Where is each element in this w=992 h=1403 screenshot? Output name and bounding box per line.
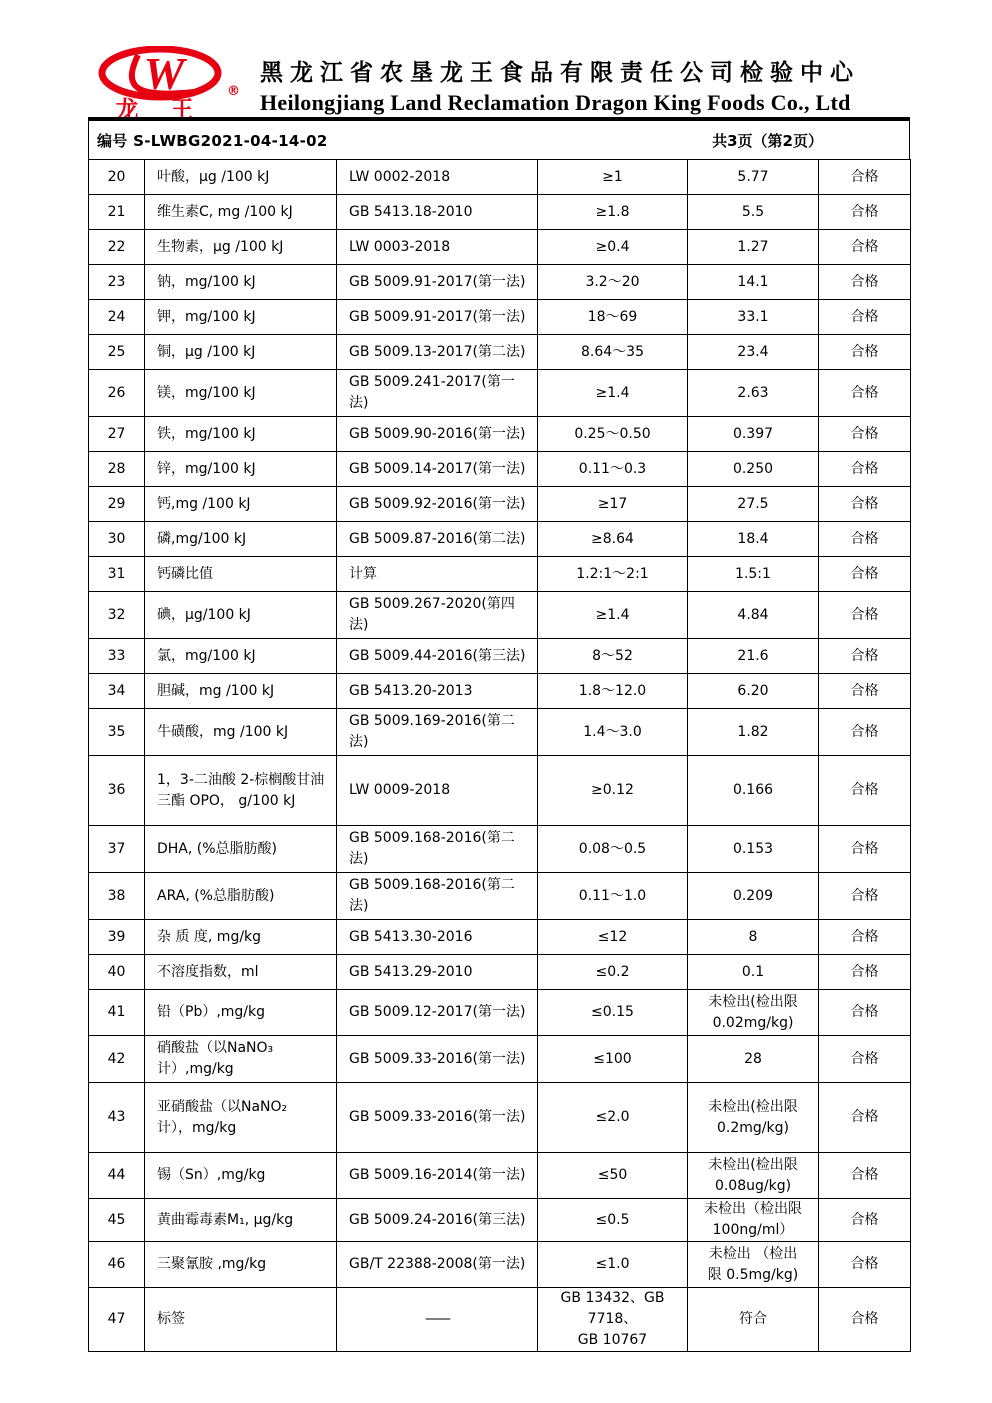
item-conclusion: 合格 xyxy=(819,826,911,873)
row-number: 35 xyxy=(89,709,145,756)
test-result: 33.1 xyxy=(688,300,819,335)
test-result: 未检出（检出限 100ng/ml） xyxy=(688,1199,819,1242)
test-result: 1.5:1 xyxy=(688,557,819,592)
company-name-cn: 黑龙江省农垦龙王食品有限责任公司检验中心 xyxy=(260,60,860,86)
row-number: 33 xyxy=(89,639,145,674)
standard-requirement: 0.11～0.3 xyxy=(538,452,688,487)
svg-text:王: 王 xyxy=(170,97,194,120)
table-row xyxy=(89,1199,911,1242)
row-number: 24 xyxy=(89,300,145,335)
standard-requirement: ≤50 xyxy=(538,1153,688,1199)
standard-requirement: ≤2.0 xyxy=(538,1083,688,1153)
test-method: GB 5009.13-2017(第二法) xyxy=(337,335,538,370)
test-method: GB 5009.12-2017(第一法) xyxy=(337,990,538,1036)
test-result: 未检出 （检出 限 0.5mg/kg) xyxy=(688,1242,819,1288)
standard-requirement: ≥1.8 xyxy=(538,195,688,230)
item-conclusion: 合格 xyxy=(819,674,911,709)
page-count: 共3页（第2页） xyxy=(712,131,823,150)
item-name: DHA, (%总脂肪酸) xyxy=(145,826,337,873)
row-number: 44 xyxy=(89,1153,145,1199)
standard-requirement: 0.08～0.5 xyxy=(538,826,688,873)
table-row xyxy=(89,417,911,452)
test-result: 1.82 xyxy=(688,709,819,756)
item-name: 杂 质 度, mg/kg xyxy=(145,920,337,955)
item-conclusion: 合格 xyxy=(819,873,911,920)
row-number: 38 xyxy=(89,873,145,920)
table-row xyxy=(89,230,911,265)
table-row xyxy=(89,990,911,1036)
item-conclusion: 合格 xyxy=(819,370,911,417)
item-conclusion: 合格 xyxy=(819,1083,911,1153)
test-result: 符合 xyxy=(688,1288,819,1352)
table-row xyxy=(89,1083,911,1153)
row-number: 29 xyxy=(89,487,145,522)
test-method: GB 5009.168-2016(第二法) xyxy=(337,826,538,873)
test-method: GB 5009.16-2014(第一法) xyxy=(337,1153,538,1199)
row-number: 31 xyxy=(89,557,145,592)
standard-requirement: ≤0.15 xyxy=(538,990,688,1036)
test-method: GB 5009.33-2016(第一法) xyxy=(337,1036,538,1083)
item-name: 1，3-二油酸 2-棕榈酸甘油 三酯 OPO， g/100 kJ xyxy=(145,756,337,826)
item-name: 标签 xyxy=(145,1288,337,1352)
report-header xyxy=(88,40,910,118)
standard-requirement: ≤100 xyxy=(538,1036,688,1083)
table-row xyxy=(89,335,911,370)
row-number: 46 xyxy=(89,1242,145,1288)
test-result: 5.5 xyxy=(688,195,819,230)
item-conclusion: 合格 xyxy=(819,230,911,265)
table-row xyxy=(89,1242,911,1288)
item-name: 镁，mg/100 kJ xyxy=(145,370,337,417)
item-name: 亚硝酸盐（以NaNO₂ 计），mg/kg xyxy=(145,1083,337,1153)
item-conclusion: 合格 xyxy=(819,265,911,300)
row-number: 20 xyxy=(89,160,145,195)
test-result: 6.20 xyxy=(688,674,819,709)
row-number: 39 xyxy=(89,920,145,955)
table-row xyxy=(89,1153,911,1199)
test-result: 未检出(检出限 0.08ug/kg) xyxy=(688,1153,819,1199)
test-method: GB 5413.20-2013 xyxy=(337,674,538,709)
test-method: GB 5009.92-2016(第一法) xyxy=(337,487,538,522)
row-number: 45 xyxy=(89,1199,145,1242)
row-number: 47 xyxy=(89,1288,145,1352)
table-row xyxy=(89,709,911,756)
test-method: GB 5413.29-2010 xyxy=(337,955,538,990)
item-name: 硝酸盐（以NaNO₃计）,mg/kg xyxy=(145,1036,337,1083)
row-number: 41 xyxy=(89,990,145,1036)
test-method: GB 5009.87-2016(第二法) xyxy=(337,522,538,557)
test-method: GB 5009.91-2017(第一法) xyxy=(337,300,538,335)
row-number: 26 xyxy=(89,370,145,417)
test-result: 4.84 xyxy=(688,592,819,639)
test-result: 0.1 xyxy=(688,955,819,990)
standard-requirement: ≤0.2 xyxy=(538,955,688,990)
row-number: 28 xyxy=(89,452,145,487)
standard-requirement: 1.2:1～2:1 xyxy=(538,557,688,592)
test-method: 计算 xyxy=(337,557,538,592)
table-row xyxy=(89,826,911,873)
item-conclusion: 合格 xyxy=(819,160,911,195)
standard-requirement: ≥1.4 xyxy=(538,592,688,639)
test-result: 23.4 xyxy=(688,335,819,370)
item-name: ARA, (%总脂肪酸) xyxy=(145,873,337,920)
item-conclusion: 合格 xyxy=(819,522,911,557)
test-method: LW 0003-2018 xyxy=(337,230,538,265)
standard-requirement: GB 13432、GB 7718、 GB 10767 xyxy=(538,1288,688,1352)
table-row xyxy=(89,674,911,709)
item-conclusion: 合格 xyxy=(819,335,911,370)
item-conclusion: 合格 xyxy=(819,1036,911,1083)
test-method: GB 5009.14-2017(第一法) xyxy=(337,452,538,487)
standard-requirement: ≤12 xyxy=(538,920,688,955)
item-conclusion: 合格 xyxy=(819,300,911,335)
table-row xyxy=(89,1036,911,1083)
table-row xyxy=(89,452,911,487)
test-result: 0.153 xyxy=(688,826,819,873)
standard-requirement: ≥1.4 xyxy=(538,370,688,417)
test-method: GB/T 22388-2008(第一法) xyxy=(337,1242,538,1288)
standard-requirement: 1.4～3.0 xyxy=(538,709,688,756)
item-name: 黄曲霉毒素M₁, μg/kg xyxy=(145,1199,337,1242)
standard-requirement: 1.8～12.0 xyxy=(538,674,688,709)
table-row xyxy=(89,639,911,674)
standard-requirement: ≤1.0 xyxy=(538,1242,688,1288)
table-row xyxy=(89,195,911,230)
test-method: GB 5009.33-2016(第一法) xyxy=(337,1083,538,1153)
item-conclusion: 合格 xyxy=(819,1242,911,1288)
item-name: 氯，mg/100 kJ xyxy=(145,639,337,674)
test-method: GB 5009.91-2017(第一法) xyxy=(337,265,538,300)
test-result: 21.6 xyxy=(688,639,819,674)
item-name: 叶酸，μg /100 kJ xyxy=(145,160,337,195)
svg-text:W: W xyxy=(143,48,185,99)
table-row xyxy=(89,160,911,195)
standard-requirement: 3.2～20 xyxy=(538,265,688,300)
dragon-king-logo-icon xyxy=(98,46,248,120)
test-result: 未检出(检出限 0.02mg/kg) xyxy=(688,990,819,1036)
item-conclusion: 合格 xyxy=(819,639,911,674)
row-number: 30 xyxy=(89,522,145,557)
item-name: 碘，μg/100 kJ xyxy=(145,592,337,639)
row-number: 36 xyxy=(89,756,145,826)
item-name: 胆碱，mg /100 kJ xyxy=(145,674,337,709)
row-number: 23 xyxy=(89,265,145,300)
standard-requirement: 0.11～1.0 xyxy=(538,873,688,920)
item-name: 维生素C, mg /100 kJ xyxy=(145,195,337,230)
test-result: 0.166 xyxy=(688,756,819,826)
standard-requirement: 8～52 xyxy=(538,639,688,674)
registered-trademark-icon: ® xyxy=(227,84,240,99)
test-method: LW 0002-2018 xyxy=(337,160,538,195)
item-conclusion: 合格 xyxy=(819,756,911,826)
test-method: GB 5413.30-2016 xyxy=(337,920,538,955)
company-logo xyxy=(98,46,248,120)
item-conclusion: 合格 xyxy=(819,709,911,756)
test-result: 8 xyxy=(688,920,819,955)
item-name: 牛磺酸，mg /100 kJ xyxy=(145,709,337,756)
test-result: 未检出(检出限 0.2mg/kg) xyxy=(688,1083,819,1153)
table-row xyxy=(89,592,911,639)
doc-number-label: 编号 xyxy=(97,131,128,150)
company-titles xyxy=(260,54,860,116)
standard-requirement: ≤0.5 xyxy=(538,1199,688,1242)
row-number: 21 xyxy=(89,195,145,230)
doc-number-bar xyxy=(88,117,910,160)
item-name: 锡（Sn）,mg/kg xyxy=(145,1153,337,1199)
item-conclusion: 合格 xyxy=(819,920,911,955)
row-number: 22 xyxy=(89,230,145,265)
row-number: 42 xyxy=(89,1036,145,1083)
table-row xyxy=(89,955,911,990)
standard-requirement: ≥0.4 xyxy=(538,230,688,265)
doc-number xyxy=(97,130,328,151)
test-method: GB 5009.24-2016(第三法) xyxy=(337,1199,538,1242)
table-row xyxy=(89,920,911,955)
item-conclusion: 合格 xyxy=(819,955,911,990)
standard-requirement: ≥8.64 xyxy=(538,522,688,557)
test-result: 28 xyxy=(688,1036,819,1083)
row-number: 37 xyxy=(89,826,145,873)
test-method: GB 5009.90-2016(第一法) xyxy=(337,417,538,452)
test-method: GB 5413.18-2010 xyxy=(337,195,538,230)
doc-number-value: S-LWBG2021-04-14-02 xyxy=(133,131,328,150)
results-table xyxy=(88,159,911,1352)
row-number: 25 xyxy=(89,335,145,370)
test-result: 27.5 xyxy=(688,487,819,522)
item-name: 三聚氰胺 ,mg/kg xyxy=(145,1242,337,1288)
row-number: 34 xyxy=(89,674,145,709)
item-conclusion: 合格 xyxy=(819,990,911,1036)
standard-requirement: 18～69 xyxy=(538,300,688,335)
table-row xyxy=(89,522,911,557)
test-method: GB 5009.44-2016(第三法) xyxy=(337,639,538,674)
item-conclusion: 合格 xyxy=(819,592,911,639)
table-row xyxy=(89,873,911,920)
test-method: LW 0009-2018 xyxy=(337,756,538,826)
test-result: 0.397 xyxy=(688,417,819,452)
item-name: 钾，mg/100 kJ xyxy=(145,300,337,335)
standard-requirement: 0.25～0.50 xyxy=(538,417,688,452)
item-name: 钙,mg /100 kJ xyxy=(145,487,337,522)
item-conclusion: 合格 xyxy=(819,417,911,452)
item-conclusion: 合格 xyxy=(819,1288,911,1352)
test-result: 18.4 xyxy=(688,522,819,557)
test-method: GB 5009.169-2016(第二法) xyxy=(337,709,538,756)
item-name: 钙磷比值 xyxy=(145,557,337,592)
table-row xyxy=(89,1288,911,1352)
test-result: 2.63 xyxy=(688,370,819,417)
standard-requirement: ≥17 xyxy=(538,487,688,522)
item-name: 不溶度指数，ml xyxy=(145,955,337,990)
test-result: 5.77 xyxy=(688,160,819,195)
test-result: 1.27 xyxy=(688,230,819,265)
item-name: 铅（Pb）,mg/kg xyxy=(145,990,337,1036)
item-conclusion: 合格 xyxy=(819,487,911,522)
row-number: 32 xyxy=(89,592,145,639)
table-row xyxy=(89,756,911,826)
table-row xyxy=(89,487,911,522)
table-row xyxy=(89,300,911,335)
company-name-en: Heilongjiang Land Reclamation Dragon King Foods Co., Ltd xyxy=(260,90,851,115)
item-name: 钠，mg/100 kJ xyxy=(145,265,337,300)
test-method: —— xyxy=(337,1288,538,1352)
test-method: GB 5009.168-2016(第二法) xyxy=(337,873,538,920)
item-conclusion: 合格 xyxy=(819,195,911,230)
test-result: 0.209 xyxy=(688,873,819,920)
table-row xyxy=(89,557,911,592)
row-number: 40 xyxy=(89,955,145,990)
item-conclusion: 合格 xyxy=(819,557,911,592)
test-method: GB 5009.267-2020(第四法) xyxy=(337,592,538,639)
standard-requirement: ≥0.12 xyxy=(538,756,688,826)
item-name: 铁，mg/100 kJ xyxy=(145,417,337,452)
standard-requirement: ≥1 xyxy=(538,160,688,195)
table-row xyxy=(89,370,911,417)
test-method: GB 5009.241-2017(第一法) xyxy=(337,370,538,417)
item-conclusion: 合格 xyxy=(819,1153,911,1199)
item-name: 铜，μg /100 kJ xyxy=(145,335,337,370)
row-number: 27 xyxy=(89,417,145,452)
table-row xyxy=(89,265,911,300)
item-name: 磷,mg/100 kJ xyxy=(145,522,337,557)
item-name: 锌，mg/100 kJ xyxy=(145,452,337,487)
item-conclusion: 合格 xyxy=(819,452,911,487)
test-result: 14.1 xyxy=(688,265,819,300)
item-conclusion: 合格 xyxy=(819,1199,911,1242)
item-name: 生物素，μg /100 kJ xyxy=(145,230,337,265)
svg-text:龙: 龙 xyxy=(115,97,139,120)
row-number: 43 xyxy=(89,1083,145,1153)
standard-requirement: 8.64～35 xyxy=(538,335,688,370)
test-result: 0.250 xyxy=(688,452,819,487)
